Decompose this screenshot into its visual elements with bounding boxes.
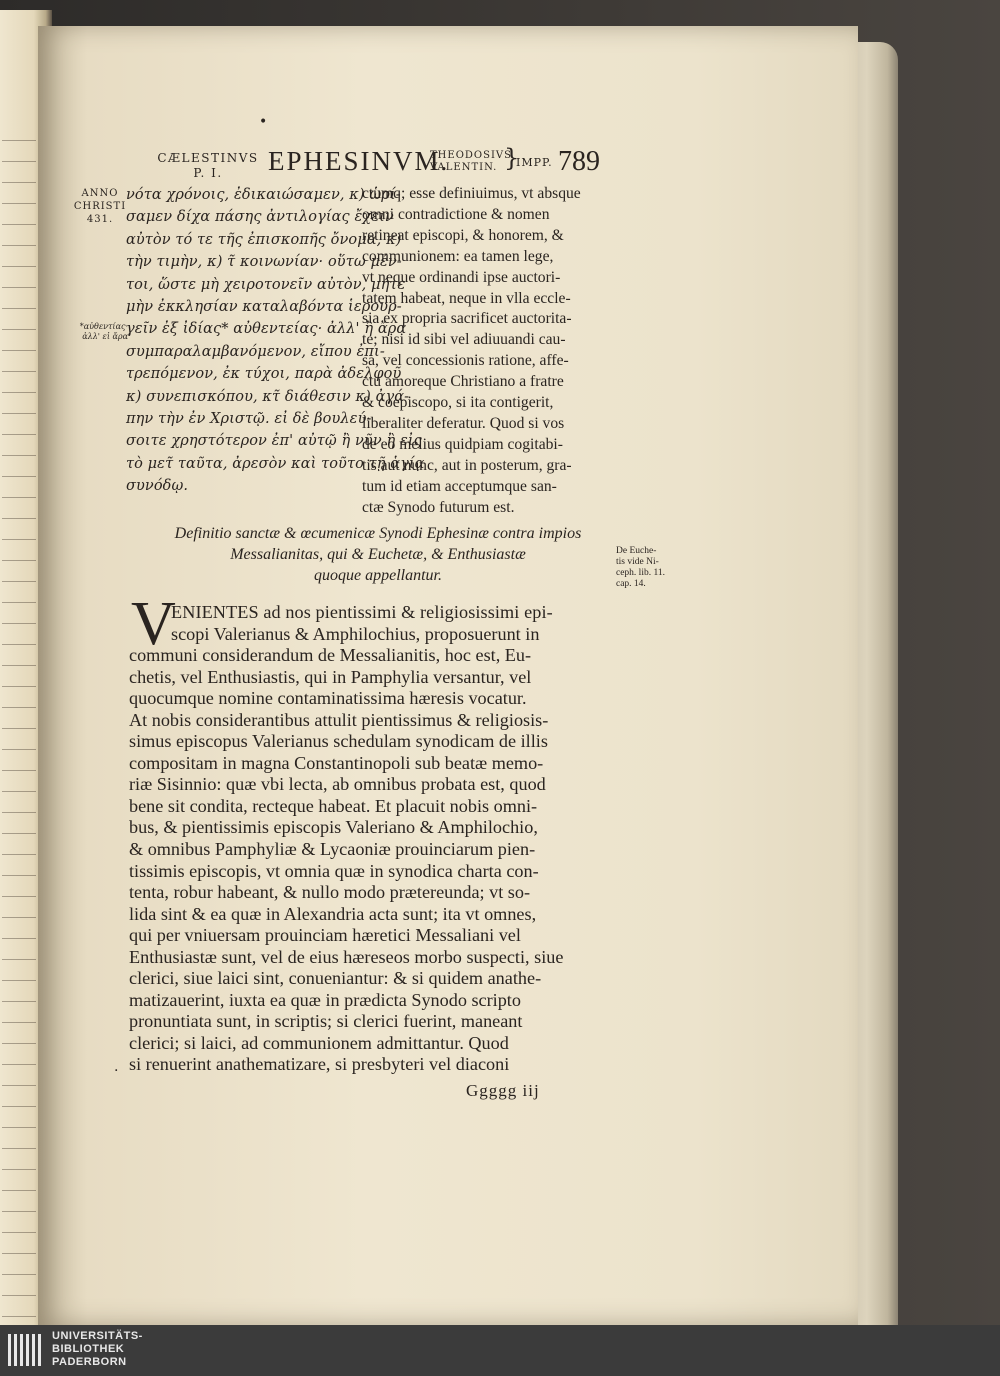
facing-page-text-fragment — [2, 466, 36, 477]
book-page — [38, 26, 858, 1325]
library-name-line: PADERBORN — [52, 1356, 127, 1368]
facing-page-text-fragment — [2, 235, 36, 246]
body-line: tissimis episcopis, vt omnia quæ in synodica charta con- — [129, 860, 539, 881]
body-line: lida sint & ea quæ in Alexandria acta sunt; ita vt omnes, — [129, 903, 537, 924]
library-bars-logo-icon — [8, 1334, 44, 1366]
facing-page-text-fragment — [2, 340, 36, 351]
body-line: matizauerint, iuxta ea quæ in prædicta Synodo scripto — [129, 989, 521, 1010]
greek-line: σαμεν δίχα πάσης ἀντιλογίας ἔχειν — [126, 209, 394, 226]
facing-page-text-fragment — [2, 1180, 36, 1191]
facing-page-text-fragment — [2, 907, 36, 918]
facing-page-text-fragment — [2, 1096, 36, 1107]
latin-line: ctu amoreque Christiano a fratre — [362, 373, 564, 391]
body-line: pronuntiata sunt, in scriptis; si clerici fuerint, maneant — [129, 1011, 523, 1032]
body-line: compositam in magna Constantinopoli sub beatæ memo- — [129, 752, 544, 773]
latin-line: ctumq; esse definiuimus, vt absque — [362, 185, 581, 202]
body-line: clerici, siue laici sint, conueniantur: & si quidem anathe- — [129, 968, 542, 989]
facing-page-text-fragment — [2, 298, 36, 309]
facing-page-text-fragment — [2, 1306, 36, 1317]
running-head-left — [153, 151, 263, 181]
side-note-line: De Euche- — [616, 546, 657, 556]
library-name-line: BIBLIOTHEK — [52, 1343, 125, 1355]
greek-line: συμπαραλαμβανόμενον, εἴπου ἐπι- — [126, 343, 385, 360]
latin-line: & coepiscopo, si ita contigerit, — [362, 394, 554, 412]
library-name — [52, 1330, 143, 1369]
greek-line: γεῖν ἐξ ἰδίας* αὐθεντείας· ἀλλ' ἢ ἄρα — [126, 321, 407, 338]
facing-page-text-fragment — [2, 760, 36, 771]
year-line: CHRISTI — [73, 201, 127, 212]
title-line: quoque appellantur. — [314, 567, 442, 584]
margin-greek-line: ἀλλ' εἰ ἄρα — [82, 332, 128, 341]
body-line: bene sit condita, recteque habeat. Et placuit nobis omni- — [129, 795, 538, 816]
side-note-line: tis vide Ni- — [616, 557, 659, 567]
facing-page-text-fragment — [2, 781, 36, 792]
body-text-column — [129, 602, 629, 1076]
footer-bar — [0, 1325, 1000, 1376]
facing-page-text-fragment — [2, 613, 36, 624]
facing-page-text-fragment — [2, 214, 36, 225]
body-line: simus episcopus Valerianus schedulam synodicam de illis — [129, 731, 548, 752]
body-line: bus, & pientissimis episcopis Valeriano & Amphilochio, — [129, 817, 538, 838]
facing-page-text-fragment — [2, 1054, 36, 1065]
header-impp: IMPP. — [516, 156, 553, 169]
facing-page-text-fragment — [2, 802, 36, 813]
greek-line: τὸ μετ̃ ταῦτα, ἀρεσὸν καὶ τοῦτο τῇ ἁγίᾳ — [126, 455, 425, 472]
body-line: clerici; si laici, ad communionem admittantur. Quod — [129, 1032, 509, 1053]
facing-page-text-fragment — [2, 403, 36, 414]
latin-line: tum id etiam acceptumque san- — [362, 477, 557, 495]
facing-page-text-fragment — [2, 928, 36, 939]
drop-capital: V — [131, 590, 176, 658]
ink-mark: • — [259, 114, 268, 130]
latin-line: retineat episcopi, & honorem, & — [362, 226, 564, 244]
greek-line: μὴν ἐκκλησίαν καταλαβόντα ἱερουρ- — [126, 299, 402, 316]
side-note-line: cap. 14. — [616, 579, 646, 589]
facing-page-text-fragment — [2, 949, 36, 960]
body-line: At nobis considerantibus attulit pientissimus & religiosis- — [129, 709, 549, 730]
facing-page-text-fragment — [2, 886, 36, 897]
greek-line: τοι, ὥστε μὴ χειροτονεῖν αὐτὸν, μήτε — [126, 276, 406, 293]
facing-page-text-fragment — [2, 1138, 36, 1149]
latin-line: de eo melius quidpiam cogitabi- — [362, 435, 563, 453]
running-head-title: EPHESINVM. — [268, 146, 450, 176]
greek-line: τρεπόμενον, ἐκ τύχοι, παρὰ ἀδελφοῦ — [126, 366, 402, 383]
latin-line: communionem: ea tamen lege, — [362, 247, 554, 265]
greek-line: αὐτὸν τό τε τῆς ἐπισκοπῆς ὄνομα, κ) — [126, 231, 402, 248]
latin-line: tis aut nunc, aut in posterum, gra- — [362, 456, 572, 474]
facing-page-text-fragment — [2, 1264, 36, 1275]
latin-line: ctæ Synodo futurum est. — [362, 498, 515, 516]
facing-page-text-fragment — [2, 970, 36, 981]
body-line: Enthusiastæ sunt, vel de eius hæreseos morbo suspecti, siue — [129, 946, 564, 967]
facing-page-text-fragment — [2, 844, 36, 855]
facing-page-text-fragment — [2, 1075, 36, 1086]
facing-page-text-fragment — [2, 1201, 36, 1212]
facing-page-text-fragment — [2, 172, 36, 183]
page-number: 789 — [558, 146, 600, 177]
body-line: si renuerint anathematizare, si presbyteri vel diaconi — [129, 1054, 510, 1075]
greek-line: σοιτε χρηστότερον ἐπ' αὐτῷ ἢ νῦν ἢ εἰς — [126, 433, 422, 450]
year-line: ANNO — [81, 188, 119, 199]
facing-page-text-fragment — [2, 319, 36, 330]
facing-page-text-fragment — [2, 424, 36, 435]
running-head-right — [430, 150, 512, 174]
library-name-line: UNIVERSITÄTS- — [52, 1330, 143, 1342]
greek-text-column — [126, 184, 425, 498]
facing-page-text-fragment — [2, 1222, 36, 1233]
section-title — [133, 523, 623, 586]
facing-page-text-fragment — [2, 130, 36, 141]
facing-page-text-fragment — [2, 508, 36, 519]
facing-page-text-fragment — [2, 718, 36, 729]
facing-page-text-fragment — [2, 697, 36, 708]
latin-line: tatem habeat, neque in vlla eccle- — [362, 289, 571, 307]
facing-page-text-fragment — [2, 1117, 36, 1128]
body-line: quocumque nomine contaminatissima hæresis vocatur. — [129, 688, 527, 709]
facing-page-text-fragment — [2, 256, 36, 267]
facing-page-text-fragment — [2, 739, 36, 750]
greek-line: πην τὴν ἐν Χριστῷ. εἰ δὲ βουλεύ- — [126, 411, 372, 428]
facing-page-text-fragment — [2, 655, 36, 666]
signature-mark: Ggggg iij — [466, 1081, 540, 1100]
header-left-line: P. I. — [193, 166, 223, 180]
body-line: chetis, vel Enthusiastis, qui in Pamphylia versantur, vel — [129, 666, 532, 687]
facing-page-text-fragment — [2, 1033, 36, 1044]
facing-page-text-fragment — [2, 1159, 36, 1170]
body-line: ENIENTES ad nos pientissimi & religiosissimi epi- — [171, 602, 553, 622]
body-line: communi considerandum de Messalianitis, hoc est, Eu- — [129, 645, 532, 666]
facing-page-text-fragment — [2, 487, 36, 498]
header-right-line: THEODOSIVS — [430, 150, 512, 161]
body-line: qui per vniuersam prouinciam hæretici Messaliani vel — [129, 925, 521, 946]
greek-line: συνόδῳ. — [126, 478, 189, 495]
latin-line: liberaliter deferatur. Quod si vos — [362, 414, 565, 432]
margin-year-note — [72, 187, 128, 226]
body-line: tenta, robur habeant, & nullo modo prætereunda; vt so- — [129, 882, 531, 903]
facing-page-text-fragment — [2, 361, 36, 372]
facing-page-text-fragment — [2, 865, 36, 876]
title-line: Messalianitas, qui & Euchetæ, & Enthusiastæ — [230, 546, 526, 563]
facing-page-text-fragment — [2, 151, 36, 162]
latin-line: sia ex propria sacrificet auctorita- — [362, 310, 572, 328]
facing-page-text-fragment — [2, 382, 36, 393]
header-brace: } — [504, 144, 520, 172]
greek-line: νότα χρόνοις, ἐδικαιώσαμεν, κ) ὡρί- — [126, 187, 401, 203]
body-line: & omnibus Pamphyliæ & Lycaoniæ prouinciarum pien- — [129, 839, 536, 860]
facing-page-text-fragment — [2, 277, 36, 288]
facing-page-text-fragment — [2, 571, 36, 582]
body-line: scopi Valerianus & Amphilochius, proposuerunt in — [171, 623, 540, 644]
latin-line: vt neque ordinandi ipse auctori- — [362, 268, 561, 286]
facing-page-text-fragment — [2, 634, 36, 645]
facing-page-text-fragment — [2, 550, 36, 561]
margin-greek-line: *αὐθεντίας· — [79, 322, 128, 331]
ink-mark: . — [114, 1059, 119, 1075]
header-left-line: CÆLESTINVS — [157, 151, 259, 165]
greek-line: τὴν τιμὴν, κ) τ̃ κοινωνίαν· οὕτω μέν- — [126, 254, 402, 271]
facing-page-text-fragment — [2, 1243, 36, 1254]
greek-line: κ) συνεπισκόπου, κτ̃ διάθεσιν κ) ἀγά- — [126, 388, 410, 405]
facing-page-text-fragment — [2, 529, 36, 540]
latin-line: sa, vel concessionis ratione, affe- — [362, 352, 569, 370]
facing-page-text-fragment — [2, 193, 36, 204]
body-line: riæ Sisinnio: quæ vbi lecta, ab omnibus probata est, quod — [129, 774, 546, 795]
side-note — [616, 546, 676, 590]
year-line: 431. — [86, 214, 114, 225]
facing-page-text-fragment — [2, 592, 36, 603]
title-line: Definitio sanctæ & œcumenicæ Synodi Ephesinæ contra impios — [174, 525, 582, 542]
side-note-line: ceph. lib. 11. — [616, 568, 665, 578]
facing-page-text-fragment — [2, 1285, 36, 1296]
facing-page-text-fragment — [2, 445, 36, 456]
facing-page-text-fragment — [2, 676, 36, 687]
header-right-line: VALENTIN. — [430, 162, 498, 173]
latin-line: omni contradictione & nomen — [362, 205, 550, 223]
facing-page-text-fragment — [2, 1012, 36, 1023]
facing-page-text-fragment — [2, 991, 36, 1002]
latin-text-column — [362, 184, 624, 519]
latin-line: te; nisi id sibi vel adiuuandi cau- — [362, 331, 566, 349]
margin-greek-note — [72, 322, 128, 342]
facing-page-text-fragment — [2, 823, 36, 834]
